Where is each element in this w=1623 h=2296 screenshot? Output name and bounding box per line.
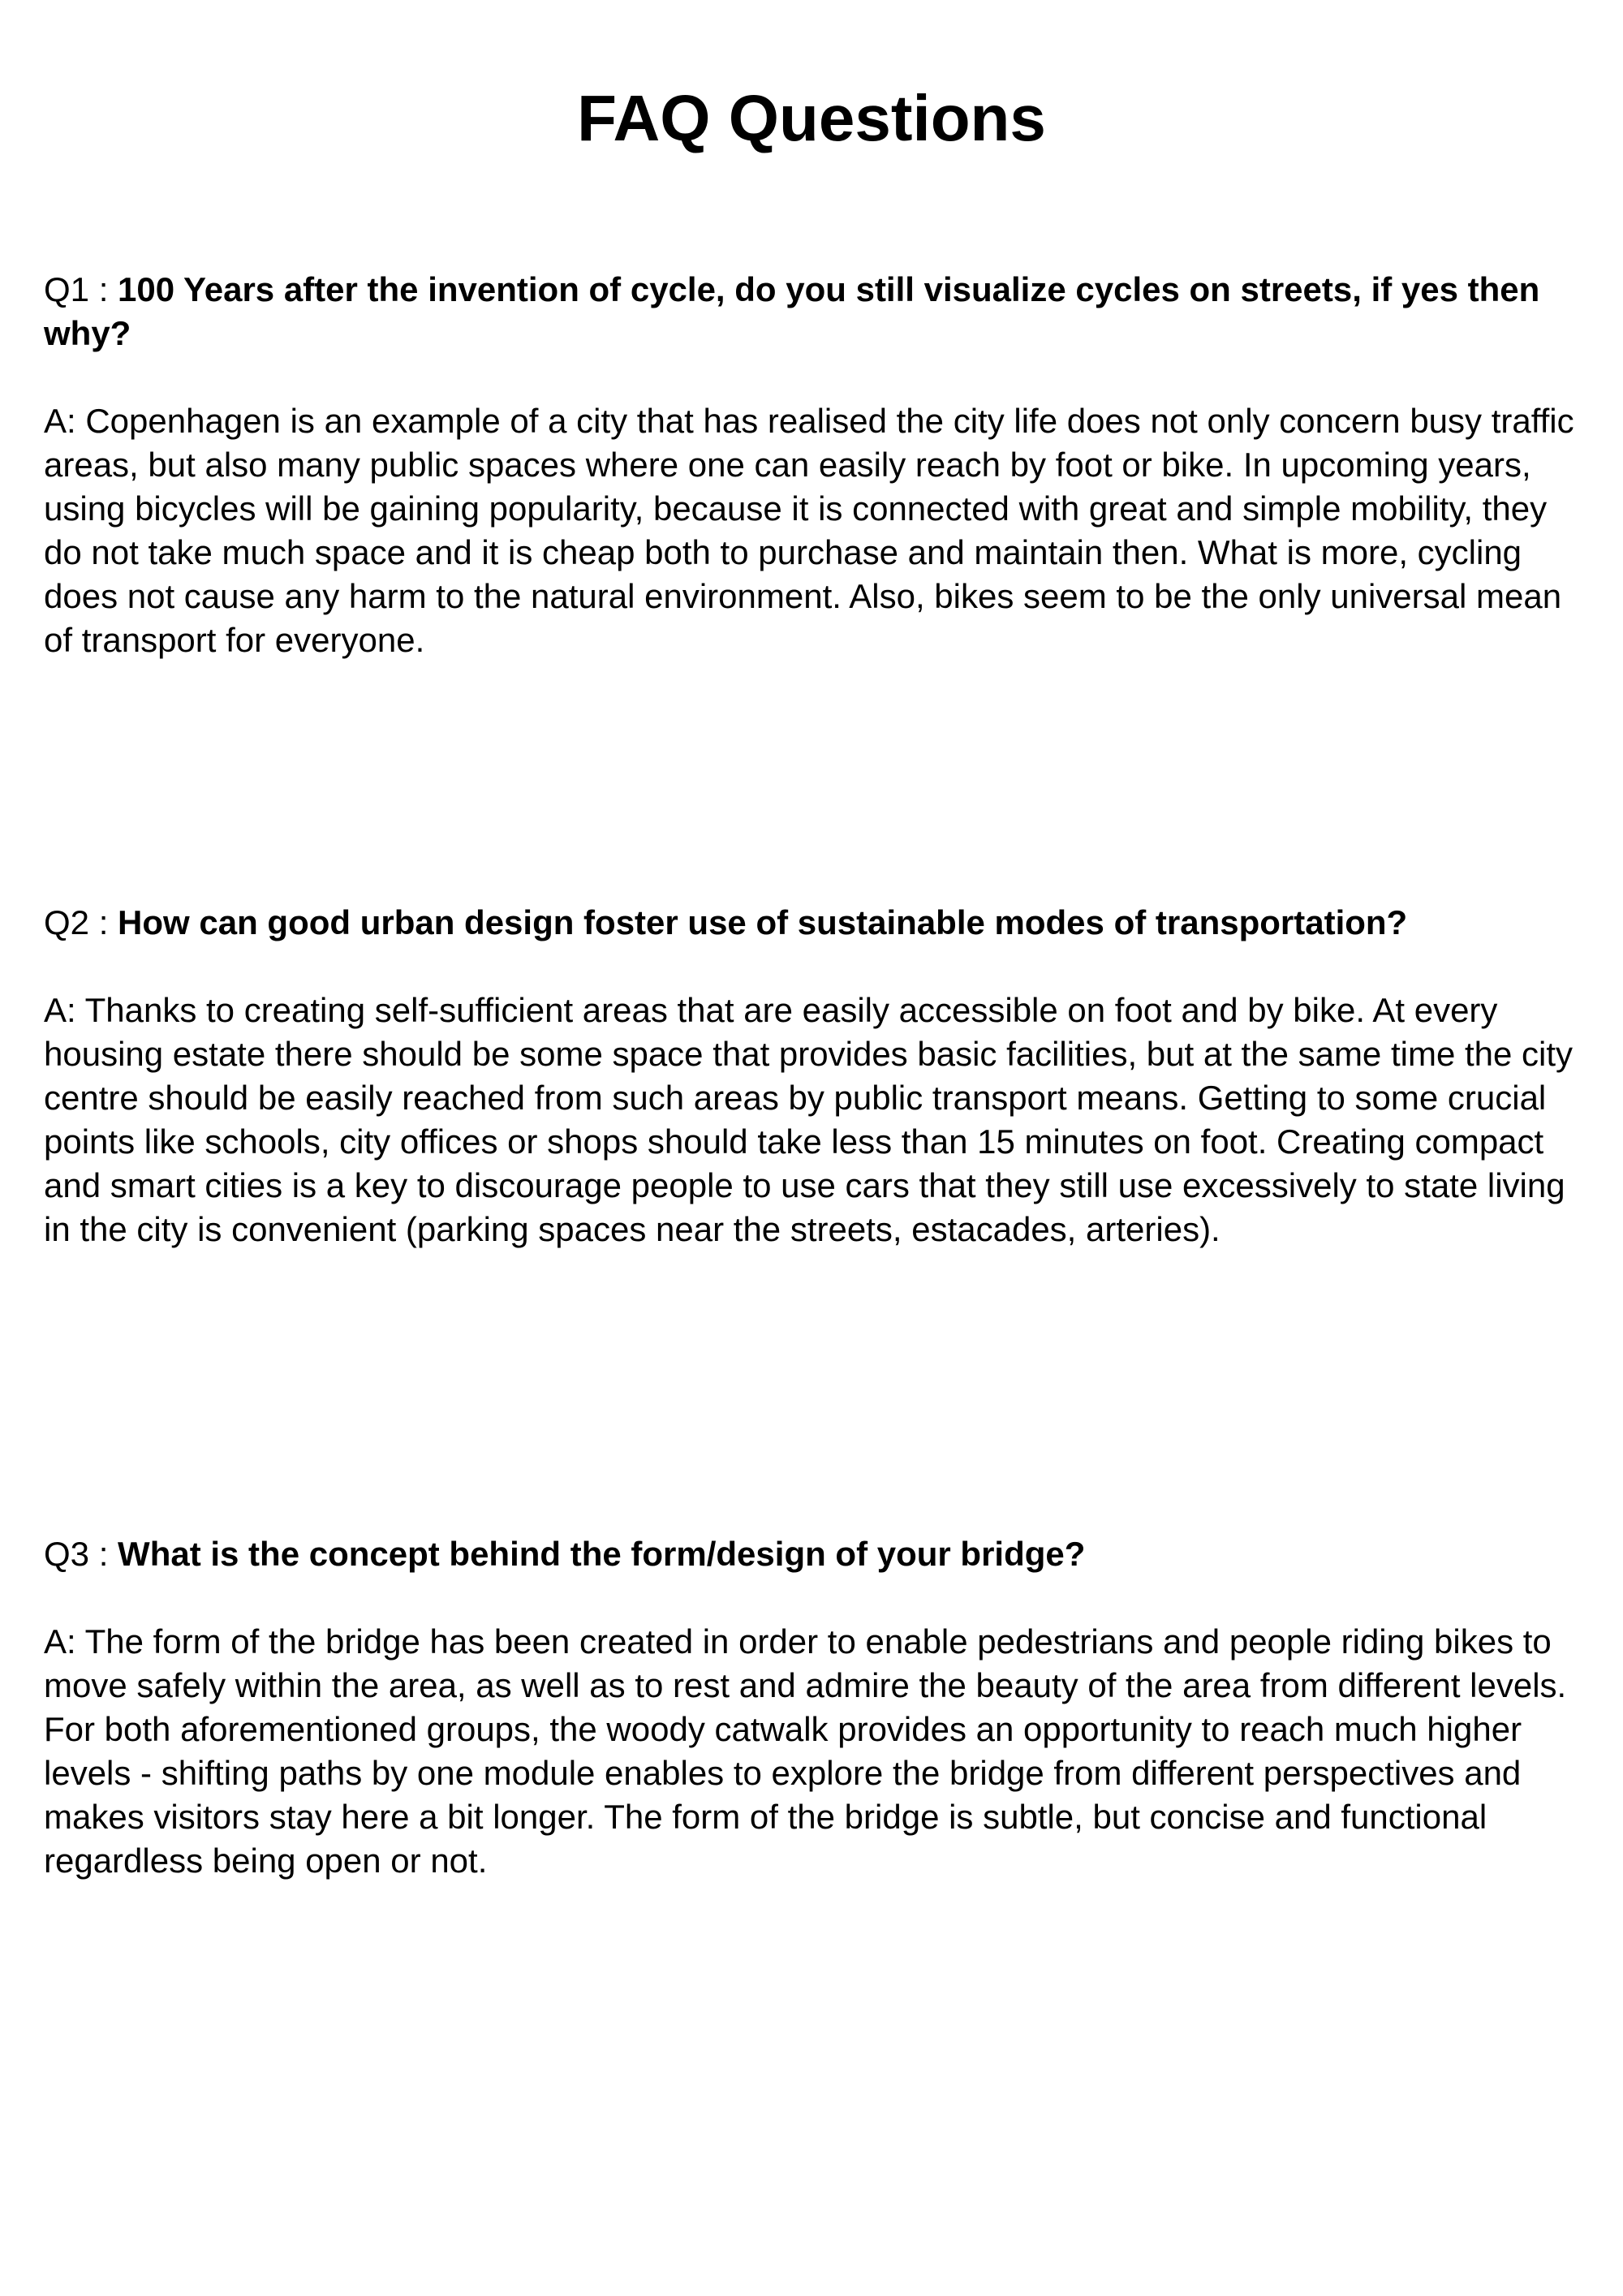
question-text-1: 100 Years after the invention of cycle, do you still visualize cycles on streets, if yes then why? (44, 270, 1540, 352)
question-number-1: Q1 : (44, 270, 118, 308)
faq-question-1 (44, 268, 1586, 355)
faq-answer-3: A: The form of the bridge has been created in order to enable pedestrians and people riding bikes to move safely within the area, as well as to rest and admire the beauty of the area from different levels. For both aforementioned groups, the woody catwalk provides an opportunity to reach much higher levels - shifting paths by one module enables to explore the bridge from different perspectives and makes visitors stay here a bit longer. The form of the bridge is subtle, but concise and functional regardless being open or not. (44, 1622, 1567, 1880)
question-text-3: What is the concept behind the form/design of your bridge? (118, 1535, 1086, 1573)
question-number-2: Q2 : (44, 903, 118, 941)
faq-item-3 (44, 1532, 1586, 1883)
faq-answer-1: A: Copenhagen is an example of a city that has realised the city life does not only concern busy traffic areas, but also many public spaces where one can easily reach by foot or bike. In upcoming years, using bicycles will be gaining popularity, because it is connected with great and simple mobility, they do not take much space and it is cheap both to purchase and maintain then. What is more, cycling does not cause any harm to the natural environment. Also, bikes seem to be the only universal mean of transport for everyone. (44, 402, 1574, 659)
faq-item-2 (44, 901, 1586, 1251)
faq-item-1 (44, 268, 1586, 662)
faq-answer-2: A: Thanks to creating self-sufficient areas that are easily accessible on foot and by bike. At every housing estate there should be some space that provides basic facilities, but at the same time the city centre should be easily reached from such areas by public transport means. Getting to some crucial points like schools, city offices or shops should take less than 15 minutes on foot. Creating compact and smart cities is a key to discourage people to use cars that they still use excessively to state living in the city is convenient (parking spaces near the streets, estacades, arteries). (44, 991, 1573, 1248)
page-title: FAQ Questions (577, 82, 1046, 154)
faq-question-3 (44, 1532, 1586, 1576)
question-text-2: How can good urban design foster use of sustainable modes of transportation? (118, 903, 1408, 941)
faq-question-2 (44, 901, 1586, 945)
question-number-3: Q3 : (44, 1535, 118, 1573)
